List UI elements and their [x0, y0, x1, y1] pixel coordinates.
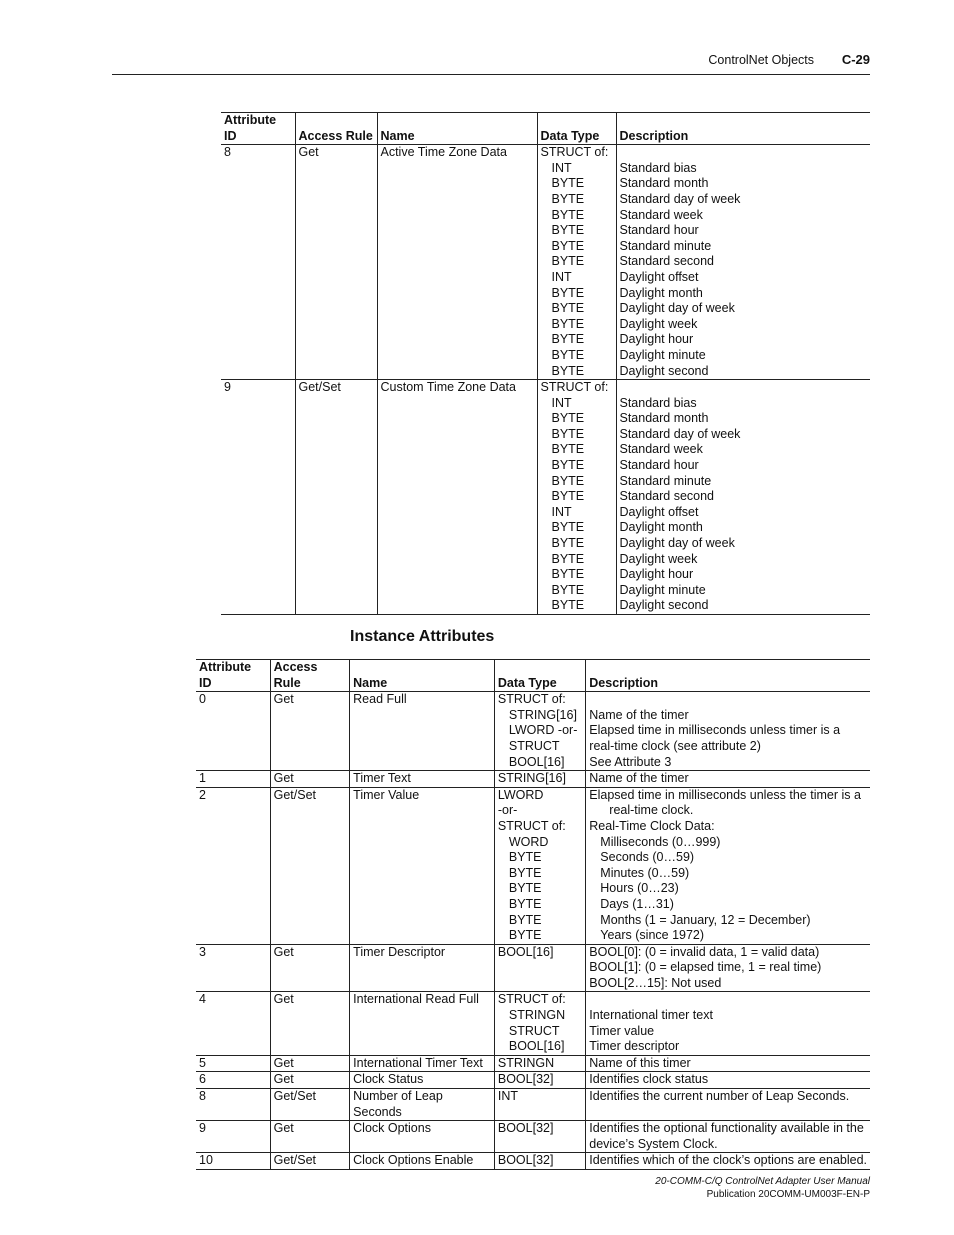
description-cell	[586, 692, 870, 771]
data-type-line: BYTE	[551, 285, 585, 300]
description-line: Minutes (0…59)	[600, 865, 690, 880]
col-header: Description	[586, 660, 870, 692]
description-line: Standard week	[619, 442, 703, 457]
data-type-line: BYTE	[551, 411, 585, 426]
data-type-line: BYTE	[551, 347, 585, 362]
description-cell	[586, 771, 870, 788]
description-line: Daylight second	[619, 598, 709, 613]
col-header: Attribute ID	[196, 660, 270, 692]
description-line: Standard second	[619, 489, 715, 504]
data-type-line: STRING[16]	[497, 771, 566, 786]
col-header: Data Type	[494, 660, 585, 692]
data-type-line: BOOL[32]	[497, 1153, 554, 1168]
description-line: Identifies the current number of Leap Seconds.	[589, 1089, 850, 1104]
data-type-cell	[494, 1055, 585, 1072]
table-row	[196, 787, 870, 944]
description-line: Identifies clock status	[589, 1072, 709, 1087]
attribute-id-cell: 6	[196, 1072, 270, 1089]
description-cell	[586, 1153, 870, 1170]
description-line: Months (1 = January, 12 = December)	[600, 912, 811, 927]
description-line: Years (since 1972)	[600, 928, 705, 943]
data-type-cell	[494, 1089, 585, 1121]
data-type-cell	[494, 944, 585, 992]
data-type-line: STRUCT of:	[540, 380, 609, 395]
table-row	[196, 992, 870, 1055]
access-rule-cell: Get/Set	[270, 787, 350, 944]
section-title: Instance Attributes	[350, 628, 495, 645]
name-cell: Active Time Zone Data	[377, 145, 537, 380]
description-line: Daylight week	[619, 316, 698, 331]
description-line: Identifies which of the clock’s options are enabled.	[589, 1153, 867, 1168]
data-type-line: STRING[16]	[508, 707, 577, 722]
table-header-row	[196, 660, 870, 692]
access-rule-cell: Get	[270, 1072, 350, 1089]
description-line: BOOL[1]: (0 = elapsed time, 1 = real time)	[589, 960, 822, 975]
attribute-id-cell: 8	[196, 1089, 270, 1121]
name-cell: Timer Text	[350, 771, 495, 788]
instance-attributes-table	[196, 659, 870, 1170]
description-line: Standard minute	[619, 238, 712, 253]
description-line: Milliseconds (0…999)	[600, 834, 721, 849]
description-line: Daylight hour	[619, 567, 694, 582]
description-cell	[586, 1121, 870, 1153]
description-line: International timer text	[589, 1008, 713, 1023]
data-type-cell	[494, 1121, 585, 1153]
access-rule-cell: Get	[270, 1121, 350, 1153]
data-type-cell	[494, 771, 585, 788]
access-rule-cell: Get	[270, 692, 350, 771]
data-type-line: BOOL[16]	[497, 944, 554, 959]
description-line: Name of the timer	[589, 707, 689, 722]
description-spacer	[620, 145, 868, 161]
data-type-line: LWORD -or-	[508, 723, 578, 738]
description-line: real-time clock (see attribute 2)	[589, 738, 761, 753]
data-type-line: BYTE	[551, 582, 585, 597]
footer-publication: Publication 20COMM-UM003F-EN-P	[706, 1189, 870, 1200]
description-cell	[586, 944, 870, 992]
data-type-line: BOOL[32]	[497, 1072, 554, 1087]
access-rule-cell: Get	[295, 145, 377, 380]
data-type-line: BOOL[32]	[497, 1121, 554, 1136]
description-line: Timer descriptor	[589, 1039, 680, 1054]
data-type-cell	[494, 692, 585, 771]
class-attributes-table	[221, 112, 870, 615]
access-rule-cell: Get	[270, 944, 350, 992]
description-line: Standard bias	[619, 160, 697, 175]
description-cell	[586, 1089, 870, 1121]
data-type-line: BYTE	[508, 881, 542, 896]
data-type-line: BYTE	[551, 551, 585, 566]
col-header: Data Type	[537, 113, 616, 145]
description-line: Elapsed time in milliseconds unless timer is a	[589, 723, 841, 738]
data-type-line: STRUCT	[508, 1023, 560, 1038]
data-type-line: BYTE	[508, 896, 542, 911]
description-line: Standard day of week	[619, 191, 741, 206]
name-cell: International Read Full	[350, 992, 495, 1055]
description-spacer	[620, 380, 868, 396]
data-type-line: BYTE	[551, 426, 585, 441]
description-line: See Attribute 3	[589, 754, 672, 769]
table-row	[196, 1072, 870, 1089]
description-line: Hours (0…23)	[600, 881, 679, 896]
data-type-line: BYTE	[551, 332, 585, 347]
data-type-line: BYTE	[508, 850, 542, 865]
table-row	[196, 692, 870, 771]
description-line: Real-Time Clock Data:	[589, 818, 715, 833]
data-type-line: BYTE	[551, 536, 585, 551]
data-type-line: BYTE	[508, 912, 542, 927]
name-cell: International Timer Text	[350, 1055, 495, 1072]
data-type-cell	[494, 1072, 585, 1089]
attribute-id-cell: 9	[221, 380, 295, 615]
description-line: Seconds (0…59)	[600, 850, 695, 865]
description-line: Timer value	[589, 1023, 655, 1038]
description-line	[589, 992, 867, 1008]
data-type-cell	[537, 145, 616, 380]
table-row	[221, 145, 870, 380]
footer-manual-title: 20-COMM-C/Q ControlNet Adapter User Manual	[655, 1176, 870, 1187]
description-cell	[586, 992, 870, 1055]
description-line: Daylight week	[619, 551, 698, 566]
table-row	[196, 944, 870, 992]
header-page-number: C-29	[841, 52, 870, 67]
data-type-line: BYTE	[551, 363, 585, 378]
data-type-line: BYTE	[551, 489, 585, 504]
data-type-line: BYTE	[508, 928, 542, 943]
description-line: BOOL[2…15]: Not used	[589, 975, 722, 990]
access-rule-cell: Get/Set	[295, 380, 377, 615]
data-type-cell	[494, 1153, 585, 1170]
data-type-line: BYTE	[551, 238, 585, 253]
description-line: Standard month	[619, 411, 709, 426]
description-line: Name of this timer	[589, 1055, 691, 1070]
table-row	[221, 380, 870, 615]
col-header: Attribute ID	[221, 113, 295, 145]
description-line: Identifies the optional functionality available in the	[589, 1121, 864, 1136]
description-line: Daylight month	[619, 520, 703, 535]
description-line: Daylight second	[619, 363, 709, 378]
data-type-line: STRINGN	[508, 1008, 566, 1023]
data-type-line: INT	[497, 1089, 518, 1104]
col-header: Access Rule	[270, 660, 350, 692]
attribute-id-cell: 5	[196, 1055, 270, 1072]
attribute-id-cell: 3	[196, 944, 270, 992]
data-type-cell	[494, 787, 585, 944]
data-type-line: STRUCT	[508, 738, 560, 753]
data-type-line: STRUCT of:	[540, 145, 609, 160]
data-type-line: BYTE	[551, 520, 585, 535]
data-type-line: BYTE	[551, 458, 585, 473]
data-type-line: INT	[551, 160, 572, 175]
table-row	[196, 1121, 870, 1153]
data-type-line: BYTE	[551, 316, 585, 331]
data-type-line: BYTE	[551, 223, 585, 238]
data-type-line: BYTE	[551, 473, 585, 488]
col-header: Name	[377, 113, 537, 145]
data-type-line: -or-	[497, 803, 518, 818]
description-line: Standard week	[619, 207, 703, 222]
table-row	[196, 1055, 870, 1072]
description-line: Standard hour	[619, 223, 699, 238]
description-line: real-time clock.	[609, 803, 694, 818]
data-type-line: BYTE	[551, 207, 585, 222]
description-cell	[586, 1072, 870, 1089]
description-line: Standard day of week	[619, 426, 741, 441]
data-type-line: BYTE	[551, 442, 585, 457]
data-type-line: STRINGN	[497, 1055, 555, 1070]
description-cell	[616, 145, 870, 380]
description-line: device’s System Clock.	[589, 1136, 718, 1151]
description-line: Daylight offset	[619, 504, 699, 519]
name-cell: Number of Leap Seconds	[350, 1089, 495, 1121]
data-type-line: BOOL[16]	[508, 1039, 565, 1054]
col-header: Name	[350, 660, 495, 692]
name-cell: Clock Options	[350, 1121, 495, 1153]
data-type-line: INT	[551, 395, 572, 410]
data-type-line: STRUCT of:	[497, 818, 566, 833]
description-line: Name of the timer	[589, 771, 689, 786]
data-type-line: BYTE	[551, 598, 585, 613]
access-rule-cell: Get/Set	[270, 1153, 350, 1170]
data-type-line: WORD	[508, 834, 549, 849]
table-row	[196, 1153, 870, 1170]
attribute-id-cell: 4	[196, 992, 270, 1055]
table-header-row	[221, 113, 870, 145]
description-cell	[586, 1055, 870, 1072]
description-line: Standard month	[619, 176, 709, 191]
data-type-line: INT	[551, 269, 572, 284]
description-line: Daylight offset	[619, 269, 699, 284]
data-type-line: BYTE	[551, 567, 585, 582]
access-rule-cell: Get/Set	[270, 1089, 350, 1121]
description-line: Elapsed time in milliseconds unless the timer is a	[589, 787, 861, 802]
description-line: Daylight minute	[619, 582, 706, 597]
data-type-line: BYTE	[551, 254, 585, 269]
description-line: Daylight month	[619, 285, 703, 300]
header-rule	[112, 74, 870, 75]
description-line: Standard bias	[619, 395, 697, 410]
data-type-line: STRUCT of:	[497, 992, 566, 1007]
name-cell: Custom Time Zone Data	[377, 380, 537, 615]
table-row	[196, 1089, 870, 1121]
description-line: Daylight minute	[619, 347, 706, 362]
attribute-id-cell: 1	[196, 771, 270, 788]
access-rule-cell: Get	[270, 1055, 350, 1072]
description-line: Days (1…31)	[600, 896, 674, 911]
name-cell: Timer Descriptor	[350, 944, 495, 992]
data-type-line: BYTE	[551, 191, 585, 206]
data-type-line: INT	[551, 504, 572, 519]
attribute-id-cell: 2	[196, 787, 270, 944]
data-type-line: BYTE	[508, 865, 542, 880]
description-line: Standard minute	[619, 473, 712, 488]
description-line: Daylight hour	[619, 332, 694, 347]
data-type-cell	[494, 992, 585, 1055]
description-line: Daylight day of week	[619, 536, 735, 551]
name-cell: Clock Status	[350, 1072, 495, 1089]
description-line: Standard hour	[619, 458, 699, 473]
table-row	[196, 771, 870, 788]
header-section-title: ControlNet Objects	[708, 53, 814, 67]
description-line: Standard second	[619, 254, 715, 269]
description-cell	[586, 787, 870, 944]
name-cell: Read Full	[350, 692, 495, 771]
description-cell	[616, 380, 870, 615]
attribute-id-cell: 8	[221, 145, 295, 380]
col-header: Access Rule	[295, 113, 377, 145]
description-line: Daylight day of week	[619, 301, 735, 316]
description-line	[589, 692, 867, 708]
data-type-cell	[537, 380, 616, 615]
data-type-line: BYTE	[551, 176, 585, 191]
attribute-id-cell: 0	[196, 692, 270, 771]
access-rule-cell: Get	[270, 992, 350, 1055]
attribute-id-cell: 9	[196, 1121, 270, 1153]
description-line: BOOL[0]: (0 = invalid data, 1 = valid data)	[589, 944, 820, 959]
name-cell: Clock Options Enable	[350, 1153, 495, 1170]
access-rule-cell: Get	[270, 771, 350, 788]
col-header: Description	[616, 113, 870, 145]
data-type-line: LWORD	[497, 787, 544, 802]
data-type-line: BYTE	[551, 301, 585, 316]
attribute-id-cell: 10	[196, 1153, 270, 1170]
data-type-line: STRUCT of:	[497, 692, 566, 707]
data-type-line: BOOL[16]	[508, 754, 565, 769]
name-cell: Timer Value	[350, 787, 495, 944]
